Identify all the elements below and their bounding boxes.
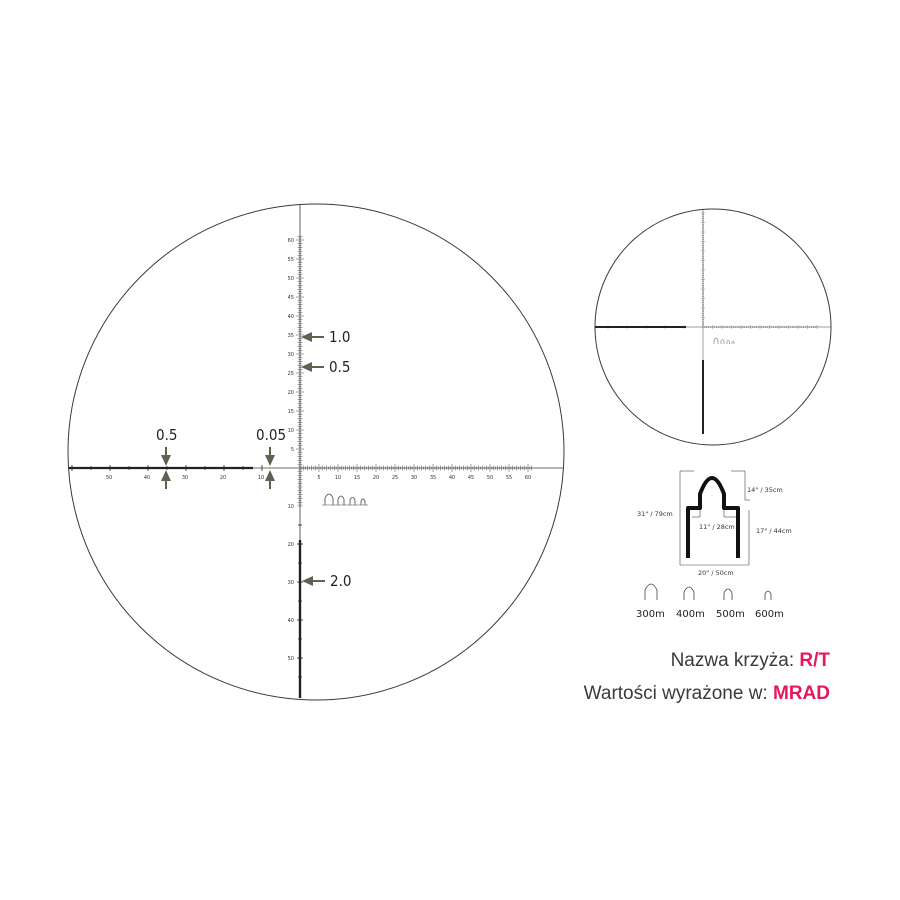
h-tick-label: 50: [105, 475, 113, 481]
h-tick-label: 40: [448, 475, 456, 481]
range-markers: [322, 494, 368, 505]
v-tick-label: 30: [287, 352, 294, 358]
main-reticle: [68, 204, 564, 700]
small-reticle: [595, 209, 831, 445]
dim-top-right: 14" / 35cm: [747, 486, 783, 494]
target-silhouette: [688, 478, 738, 558]
distance-label-500: 500m: [716, 609, 745, 620]
v-tick-label: 55: [287, 257, 294, 263]
h-tick-label: 10: [334, 475, 342, 481]
target-diagram: [637, 471, 792, 577]
distance-400: [676, 587, 705, 620]
dim-left: 31" / 79cm: [637, 510, 673, 518]
distance-label-300: 300m: [636, 609, 665, 620]
h-tick-label: 30: [181, 475, 189, 481]
distance-label-600: 600m: [755, 609, 784, 620]
v-tick-label: 25: [287, 371, 294, 377]
h-tick-label: 40: [143, 475, 151, 481]
v-tick-label: 50: [287, 656, 294, 662]
range-marker-1: [325, 494, 333, 505]
v-tick-label: 45: [287, 295, 294, 301]
v-tick-label: 5: [290, 447, 294, 453]
distance-300: [636, 584, 665, 620]
dim-bottom: 20" / 50cm: [698, 569, 734, 577]
units-value: MRAD: [773, 683, 830, 704]
reticle-name-line: [671, 650, 830, 672]
reticle-name-label: Nazwa krzyża:: [670, 650, 795, 671]
h-tick-label: 30: [410, 475, 418, 481]
h-tick-label: 20: [372, 475, 380, 481]
dim-inner: 11" / 28cm: [699, 523, 735, 531]
range-marker-4: [361, 499, 365, 505]
v-tick-label: 30: [287, 580, 294, 586]
h-tick-label: 35: [429, 475, 437, 481]
v-tick-label: 50: [287, 276, 294, 282]
callout-h-thick: 0.5: [156, 426, 178, 444]
v-tick-label: 35: [287, 333, 294, 339]
h-tick-label: 45: [467, 475, 475, 481]
units-line: [584, 683, 830, 705]
h-tick-label: 55: [505, 475, 513, 481]
v-tick-label: 60: [287, 238, 294, 244]
v-tick-label: 10: [287, 428, 294, 434]
units-label: Wartości wyrażone w:: [583, 683, 768, 704]
arrow-v-major: [301, 332, 324, 342]
h-tick-label: 5: [317, 475, 321, 481]
callout-h-fine: 0.05: [256, 426, 287, 444]
h-tick-label: 60: [524, 475, 532, 481]
v-tick-label: 40: [287, 618, 294, 624]
range-marker-3: [350, 498, 355, 506]
dim-side-right: 17" / 44cm: [756, 527, 792, 535]
v-tick-label: 20: [287, 390, 294, 396]
h-tick-label: 50: [486, 475, 494, 481]
distance-600: [755, 591, 784, 620]
v-tick-label: 40: [287, 314, 294, 320]
main-reticle-circle: [68, 204, 564, 700]
arrow-post: [302, 576, 325, 586]
h-tick-label: 20: [219, 475, 227, 481]
v-tick-label: 10: [287, 504, 294, 510]
callout-v-minor: 0.5: [329, 358, 351, 376]
main-ticks: [72, 236, 532, 677]
v-tick-label: 20: [287, 542, 294, 548]
distance-markers: [636, 584, 784, 620]
callout-post: 2.0: [330, 572, 352, 590]
range-marker-2: [338, 496, 344, 505]
h-tick-label: 15: [353, 475, 361, 481]
small-ticks: [608, 213, 817, 329]
main-tick-labels: [106, 238, 531, 662]
h-tick-label: 10: [257, 475, 265, 481]
small-range-markers: [714, 338, 734, 344]
v-tick-label: 15: [287, 409, 294, 415]
distance-500: [716, 589, 745, 620]
arrow-v-minor: [301, 362, 324, 372]
reticle-name-value: R/T: [799, 650, 830, 671]
distance-label-400: 400m: [676, 609, 705, 620]
callout-v-major: 1.0: [329, 328, 351, 346]
h-tick-label: 25: [391, 475, 399, 481]
